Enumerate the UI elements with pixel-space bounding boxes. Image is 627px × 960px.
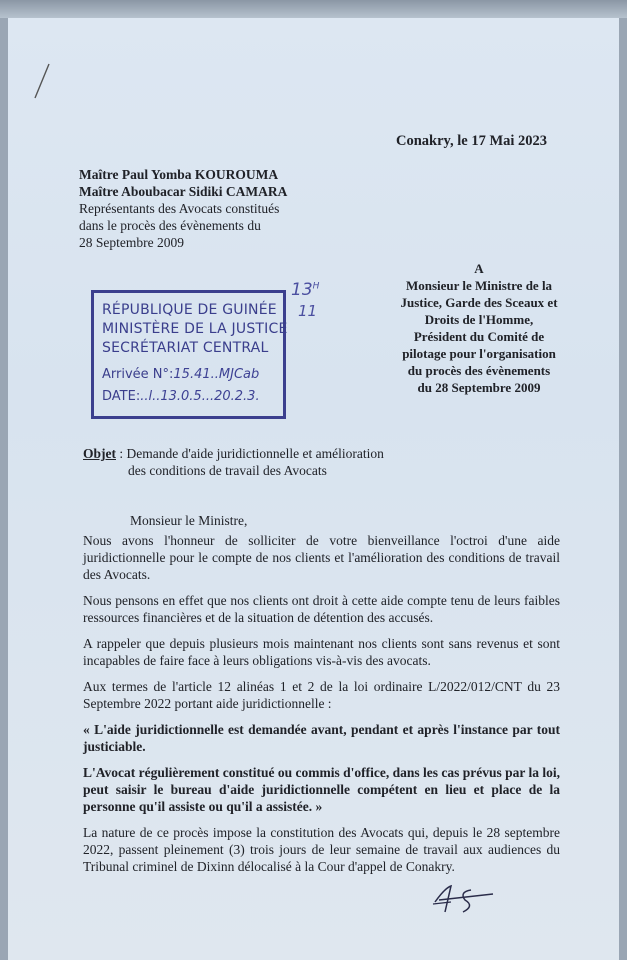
stamp-date-value: ..l..13.0.5...20.2.3. bbox=[140, 389, 260, 404]
recipient-line-1: A bbox=[474, 261, 484, 276]
subject-block bbox=[83, 445, 384, 479]
quote-paragraph-1: « L'aide juridictionnelle est demandée avant, pendant et après l'instance par tout justiciable. bbox=[83, 722, 560, 754]
stamp-date-row bbox=[102, 386, 283, 408]
stamp-line-3: SECRÉTARIAT CENTRAL bbox=[102, 340, 269, 356]
subject-line-1: : Demande d'aide juridictionnelle et amélioration bbox=[116, 446, 384, 461]
sender-desc-3: 28 Septembre 2009 bbox=[79, 235, 184, 250]
letter-page bbox=[8, 18, 619, 960]
sender-name-2: Maître Aboubacar Sidiki CAMARA bbox=[79, 184, 288, 199]
paragraph-2: Nous pensons en effet que nos clients ont droit à cette aide compte tenu de leurs faibles ressources financières et de la situation de détention des accusés. bbox=[83, 593, 560, 625]
recipient-line-3: Justice, Garde des Sceaux et bbox=[400, 295, 558, 310]
paragraph-3: A rappeler que depuis plusieurs mois maintenant nos clients sont sans revenus et sont incapables de faire face à leurs obligations vis-à-vis des avocats. bbox=[83, 636, 560, 668]
stamp-arrival-label: Arrivée N°: bbox=[102, 367, 174, 382]
sender-desc-2: dans le procès des évènements du bbox=[79, 218, 261, 233]
ministry-arrival-stamp bbox=[91, 290, 286, 419]
stamp-date-label: DATE: bbox=[102, 389, 141, 404]
subject-line-2: des conditions de travail des Avocats bbox=[128, 463, 327, 478]
sender-block bbox=[79, 166, 287, 251]
handwritten-number-13: $13^H$ bbox=[291, 280, 320, 300]
pen-stroke-mark bbox=[32, 62, 52, 102]
recipient-line-6: pilotage pour l'organisation bbox=[402, 346, 556, 361]
recipient-line-4: Droits de l'Homme, bbox=[424, 312, 534, 327]
recipient-line-2: Monsieur le Ministre de la bbox=[405, 278, 553, 293]
stamp-line-2: MINISTÈRE DE LA JUSTICE bbox=[102, 321, 288, 337]
quote-paragraph-2: L'Avocat régulièrement constitué ou commis d'office, dans les cas prévus par la loi, peut saisir le bureau d'aide juridictionnelle compétent en lieu et place de la personne qu'il assiste ou qu'il a assistée. » bbox=[83, 765, 560, 814]
recipient-line-8: du 28 Septembre 2009 bbox=[417, 380, 541, 395]
recipient-line-5: Président du Comité de bbox=[413, 329, 545, 344]
sender-desc-1: Représentants des Avocats constitués bbox=[79, 201, 280, 216]
salutation: Monsieur le Ministre, bbox=[130, 513, 248, 528]
paragraph-5: La nature de ce procès impose la constitution des Avocats qui, depuis le 28 septembre 2022, passent pleinement (3) trois jours de leur semaine de travail aux audiences du Tribunal criminel de Dixinn délocalisé à la Cour d'appel de Conakry. bbox=[83, 825, 560, 874]
recipient-line-7: du procès des évènements bbox=[407, 363, 551, 378]
stamp-line-1: RÉPUBLIQUE DE GUINÉE bbox=[102, 302, 277, 318]
recipient-block bbox=[374, 260, 584, 396]
sender-name-1: Maître Paul Yomba KOUROUMA bbox=[79, 167, 279, 182]
paragraph-1: Nous avons l'honneur de solliciter de votre bienveillance l'octroi d'une aide juridictionnelle pour le compte de nos clients et l'amélioration des conditions de travail des Avocats. bbox=[83, 533, 560, 582]
paragraph-4: Aux termes de l'article 12 alinéas 1 et 2 de la loi ordinaire L/2022/012/CNT du 23 Septembre 2022 portant aide juridictionnelle : bbox=[83, 679, 560, 711]
subject-label: Objet bbox=[83, 446, 116, 461]
photo-top-edge bbox=[0, 0, 627, 18]
stamp-arrival-row bbox=[102, 364, 283, 386]
handwritten-number-11: 11 bbox=[298, 302, 318, 320]
initials-signature bbox=[431, 882, 501, 916]
stamp-arrival-value: 15.41..MJCab bbox=[173, 367, 260, 382]
date-line: Conakry, le 17 Mai 2023 bbox=[396, 133, 548, 149]
